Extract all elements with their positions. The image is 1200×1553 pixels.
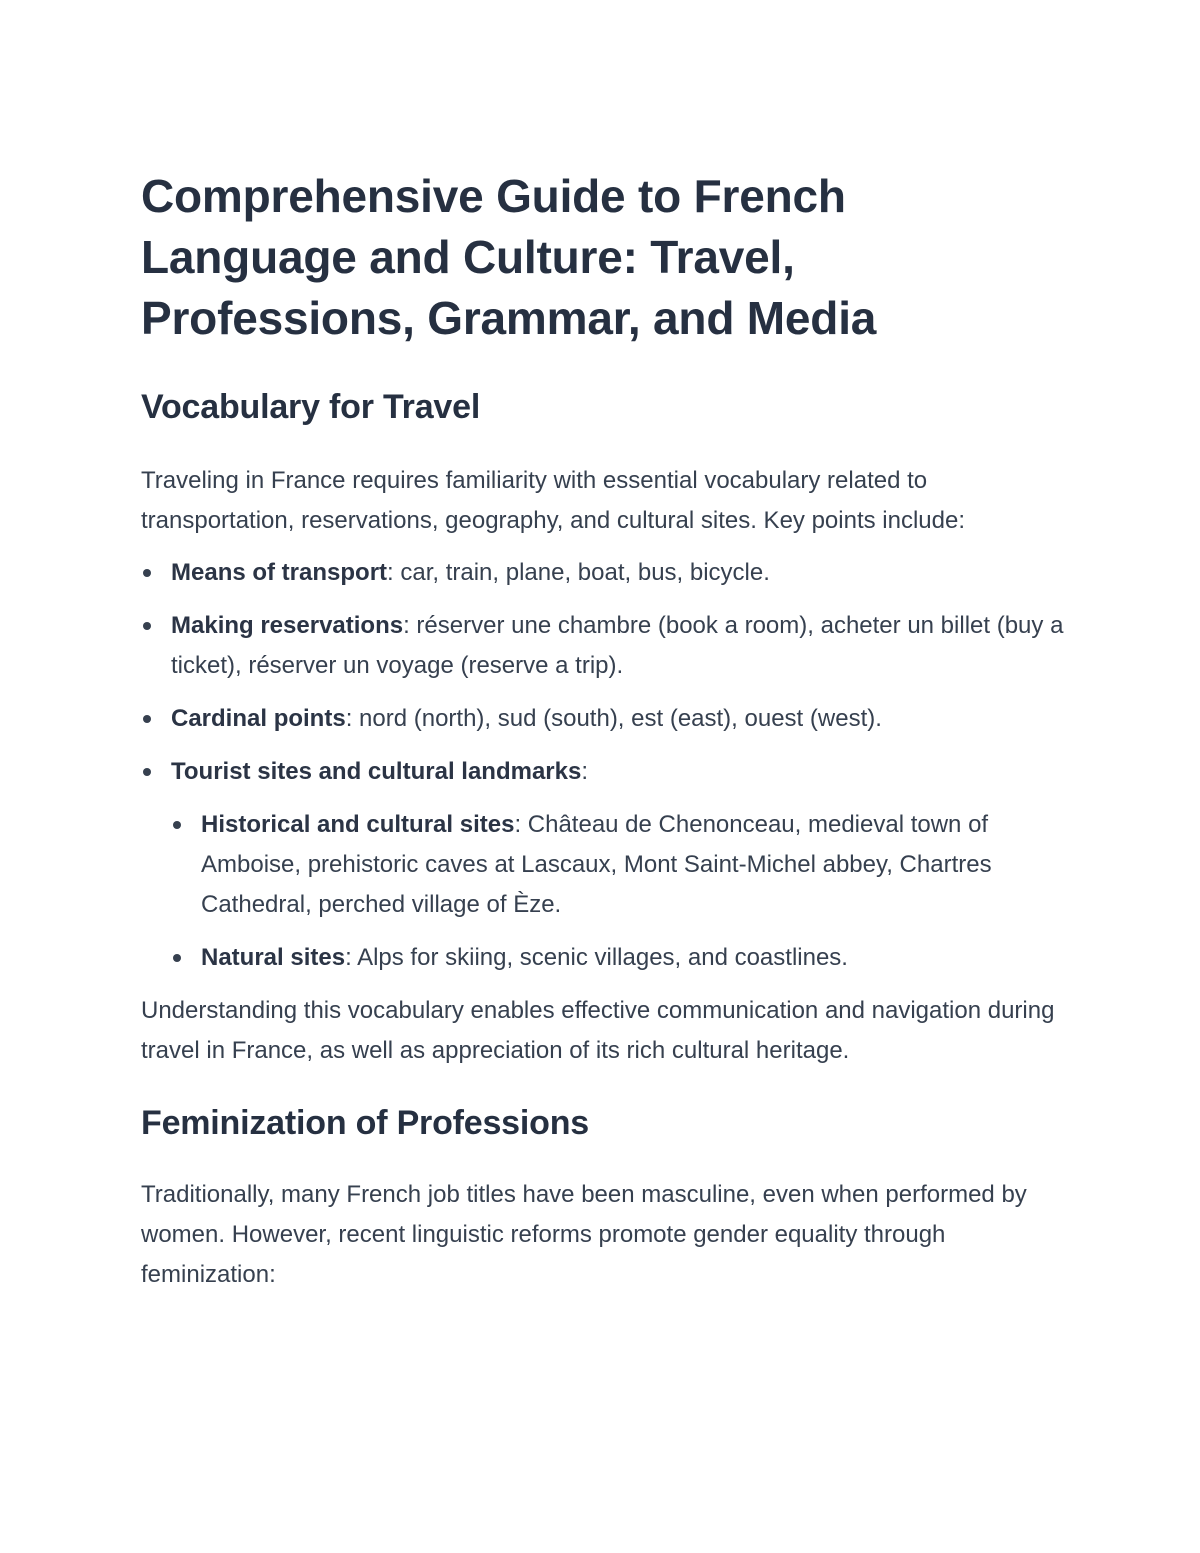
list-item-transport — [141, 553, 1066, 593]
travel-outro-paragraph: Understanding this vocabulary enables effective communication and navigation during travel in France, as well as appreciation of its rich cultural heritage. — [141, 997, 1055, 1064]
sublist-item-historical-sites — [171, 805, 1066, 925]
landmarks-sublist — [171, 805, 1066, 978]
list-item-reservations — [141, 606, 1066, 686]
list-item-text: : car, train, plane, boat, bus, bicycle. — [387, 559, 770, 586]
section-heading-travel: Vocabulary for Travel — [141, 388, 481, 426]
list-item-label: Cardinal points — [171, 705, 346, 732]
travel-intro-paragraph: Traveling in France requires familiarity with essential vocabulary related to transportation, reservations, geography, and cultural sites. Key points include: — [141, 467, 966, 534]
list-item-cardinal-points — [141, 699, 1066, 739]
professions-intro-paragraph: Traditionally, many French job titles have been masculine, even when performed by women. However, recent linguistic reforms promote gender equality through feminization: — [141, 1181, 1027, 1288]
list-item-text: : — [581, 758, 589, 785]
sublist-item-natural-sites — [171, 938, 1066, 978]
list-item-text: : Alps for skiing, scenic villages, and coastlines. — [345, 944, 848, 971]
bullet-icon — [143, 715, 151, 723]
list-item-label: Making reservations — [171, 612, 404, 639]
bullet-icon — [143, 622, 151, 630]
list-item-label: Natural sites — [201, 944, 346, 971]
list-item-text: : nord (north), sud (south), est (east), ouest (west). — [345, 705, 882, 732]
list-item-text: : Château de Chenonceau, medieval town of Amboise, prehistoric caves at Lascaux, Mont Saint-Michel abbey, Chartres Cathedral, perched village of Èze. — [201, 811, 992, 918]
travel-vocabulary-list — [141, 553, 1066, 978]
bullet-icon — [143, 768, 151, 776]
list-item-tourist-sites — [141, 752, 1066, 978]
bullet-icon — [173, 821, 181, 829]
section-heading-professions: Feminization of Professions — [141, 1104, 589, 1142]
list-item-label: Means of transport — [171, 559, 388, 586]
list-item-label: Historical and cultural sites — [201, 811, 515, 838]
document-page — [141, 166, 1066, 1295]
list-item-text: : réserver une chambre (book a room), acheter un billet (buy a ticket), réserver un voyage (reserve a trip). — [171, 612, 1064, 679]
list-item-label: Tourist sites and cultural landmarks — [171, 758, 582, 785]
bullet-icon — [173, 954, 181, 962]
bullet-icon — [143, 569, 151, 577]
document-title: Comprehensive Guide to French Language and Culture: Travel, Professions, Grammar, and Media — [141, 170, 877, 344]
